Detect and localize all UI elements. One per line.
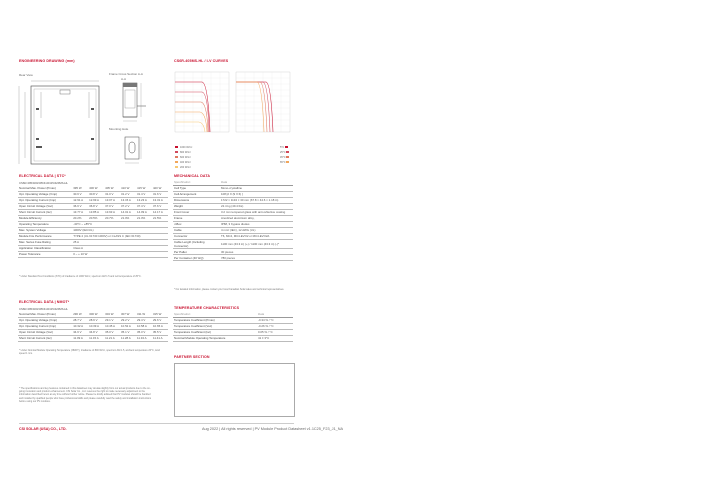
cell-value: 13.31 A [152,197,168,203]
legend-swatch-1 [175,146,178,148]
curves-title: CS6R-405MS-HL / I-V CURVES [174,59,229,63]
table-row [173,239,293,249]
cell-value: 10.65 A [152,323,168,329]
legend-swatch-5 [175,166,178,168]
cell-value: 31.6 V [152,191,168,197]
mounting-hole-drawing [125,137,141,163]
cell-value: 11.41 A [152,335,168,341]
row-label: Opt. Operating Current (Imp) [18,197,72,203]
temperature-title: TEMPERATURE CHARACTERISTICS [174,306,240,310]
mounting-hole-label: Mounting Hole [109,127,129,131]
row-label: Max. Series Fuse Rating [18,239,72,245]
cell-value: 28.7 V [72,317,88,323]
temperature-header-spec: Specification [173,312,257,317]
legend-item: 200 W/m² [175,166,191,169]
row-label: Open Circuit Voltage (Voc) [18,203,72,209]
row-label: Temperature Coefficient (Pmax) [173,317,257,323]
cell-value: 30.6 V [72,191,88,197]
cell-value: 400 W [88,186,104,191]
cell-value: 31.4 V [136,191,152,197]
cell-value: 29.2 V [120,317,136,323]
row-label: Opt. Operating Voltage (Vmp) [18,191,72,197]
cell-value: 1100 mm (43.3 in) (+) / 1100 mm (43.3 in) (-)* [220,239,293,249]
cell-value: 37.6 V [152,203,168,209]
cell-value: T6, MC4, MC4-EVO2 or MC4-EVO2A [220,233,293,239]
cell-value: -0.34 % / °C [257,317,293,323]
row-label: Cable Length (Including Connector) [173,239,220,249]
legend-swatch-2 [175,151,178,153]
cell-value: 13.15 A [120,197,136,203]
row-label: Max. System Voltage [18,227,72,233]
cell-value: 315 W [152,312,168,317]
row-label: Short Circuit Current (Isc) [18,209,72,215]
cell-value: 296 W [72,312,88,317]
cell-value: 36.8 V [88,203,104,209]
frame-cross-sub-label: A-A [121,77,127,81]
footer-info: Aug 2022 | All rights reserved | PV Module Product Datasheet v1.1C25_F23_J1_NA [202,427,344,431]
legend-item: 5°C [280,146,290,149]
cell-value: 30.8 V [88,191,104,197]
row-label: Temperature Coefficient (Voc) [173,323,257,329]
footer-company: CSI SOLAR (USA) CO., LTD. [19,427,67,431]
rear-view-label: Rear View [19,73,33,77]
cell-value: 1722 × 1134 × 30 mm (67.8 × 44.6 × 1.18 in) [220,197,293,203]
iv-curves-chart [170,68,296,144]
cell-value: 10.52 A [120,323,136,329]
row-label: J-Box [173,221,220,227]
cell-value: 41 ± 3°C [257,335,293,341]
row-label: Frame [173,215,220,221]
cell-value: 14.17 A [152,209,168,215]
cell-value: 31.2 V [120,191,136,197]
cell-value: 14.09 A [136,209,152,215]
cell-value: 4 mm² (IEC), 12 AWG (UL) [220,227,293,233]
cell-value: 31.0 V [104,191,120,197]
electrical-stc-table [18,186,168,258]
row-label: Nominal Max. Power (Pmax) [18,312,72,317]
legend-swatch-t2 [286,151,289,153]
cell-value: 37.4 V [136,203,152,209]
cell-value: 405 W [104,186,120,191]
cell-value: 35.3 V [136,329,152,335]
electrical-nmot-title: ELECTRICAL DATA | NMOT* [19,300,70,304]
cell-value: 13.85 A [88,209,104,215]
row-label: Front Cover [173,209,220,215]
cell-value: 410 W [120,186,136,191]
temperature-header-data: Data [257,312,293,317]
table-row [18,335,168,341]
cell-value: 307 W [120,312,136,317]
cell-value: 21.5% [152,215,168,221]
row-label: Open Circuit Voltage (Voc) [18,329,72,335]
mechanical-table [173,180,293,261]
chart-left-panel [175,72,229,132]
mechanical-header-spec: Specification [173,180,220,185]
legend-swatch-t4 [286,161,289,163]
row-label: Power Tolerance [18,251,72,257]
row-label: Temperature Coefficient (Isc) [173,329,257,335]
partner-box [174,363,295,417]
cell-value: 13.77 A [72,209,88,215]
electrical-nmot-note: * Under Nominal Module Operating Temperature (NMOT), irradiance of 800 W/m², spectrum AM 1.5, ambient temperature 20°C, wind speed 1 m/s. [19,349,160,356]
electrical-stc-title: ELECTRICAL DATA | STC* [19,174,66,178]
table-row [18,251,168,257]
disclaimer: * The specifications and key features contained in this datasheet may deviate slightly from our actual products due to the on-going innovation and product enhancement. CSI Solar Co., Ltd. reserves the right to make necessary adjustment to the information described herein at any time without further notice. Please be kindly advised that PV modules should be handled and installed by qualified people who have professional skills and please carefully read the safety and installation instructions before using our PV modules. [19,387,152,403]
cell-value: Anodized aluminium alloy, [220,215,293,221]
cell-value: 10.58 A [136,323,152,329]
row-label: Module Efficiency [18,215,72,221]
cell-value: 11.21 A [104,335,120,341]
cell-value: 12.91 A [72,197,88,203]
cell-value: 300 W [88,312,104,317]
electrical-nmot-table [18,312,168,342]
cell-value: 20.2% [72,215,88,221]
row-label: Short Circuit Current (Isc) [18,335,72,341]
legend-item: 25°C [280,151,291,154]
row-label: Per Pallet [173,249,220,255]
row-label: Operating Temperature [18,221,72,227]
electrical-nmot-model: CS6R-395/400/405/410/415/420MS-HL [19,307,68,311]
cell-value: 29.1 V [104,317,120,323]
cell-value: 35.5 V [152,329,168,335]
cell-value: 37.0 V [104,203,120,209]
legend-swatch-3 [175,156,178,158]
legend-item: 65°C [280,161,291,164]
cell-value: 34.8 V [88,329,104,335]
cell-value: 10.45 A [104,323,120,329]
cell-value: 10.32 A [72,323,88,329]
mechanical-title: MECHANICAL DATA [174,174,211,178]
cell-value: 35.1 V [120,329,136,335]
cell-value: 29.6 V [152,317,168,323]
cell-value: 22.4 kg (49.4 lbs) [220,203,293,209]
cell-value: 11.34 A [136,335,152,341]
cell-value: IP68, 3 bypass diodes [220,221,293,227]
cell-value: 11.15 A [88,335,104,341]
legend-item: 45°C [280,156,291,159]
cell-value: 37.2 V [120,203,136,209]
cell-value: 3.2 mm tempered glass with anti-reflective coating [220,209,293,215]
row-label: Connector [173,233,220,239]
row-label: Opt. Operating Current (Imp) [18,323,72,329]
cell-value: 12.99 A [88,197,104,203]
row-label: Cell Arrangement [173,191,220,197]
cell-value: 395 W [72,186,88,191]
cell-value: 35.0 V [104,329,120,335]
cell-value: 0.05 % / °C [257,329,293,335]
row-label: Dimensions [173,197,220,203]
legend-swatch-4 [175,161,178,163]
legend-swatch-t1 [285,146,288,148]
footer-divider [19,423,294,424]
cell-value: 25 A [72,239,168,245]
row-label: Nominal Module Operating Temperature [173,335,257,341]
rear-view-drawing [19,81,99,164]
table-row [173,335,293,341]
row-label: Cell Type [173,185,220,191]
row-label: Opt. Operating Voltage (Vmp) [18,317,72,323]
row-label: Per Container (40' HQ) [173,255,220,261]
legend-item: 400 W/m² [175,161,191,164]
cell-value: 20.5% [88,215,104,221]
cell-value: 14.01 A [120,209,136,215]
engineering-drawing [16,78,166,170]
cell-value: 29.4 V [136,317,152,323]
cell-value: 11.28 A [120,335,136,341]
cell-value: 13.23 A [136,197,152,203]
cell-value: 11.09 A [72,335,88,341]
legend-item: 600 W/m² [175,156,191,159]
frame-cross-label: Frame Cross Section A-A [109,72,143,76]
legend-item: 1000 W/m² [175,146,192,149]
cell-value: 304 W [104,312,120,317]
table-row [173,255,293,261]
electrical-stc-model: CS6R-395/400/405/410/415/420MS-HL [19,181,68,185]
engineering-title: ENGINEERING DRAWING (mm) [19,59,75,63]
cell-value: 1000V (IEC/UL) [72,227,168,233]
cell-value: 311 W [136,312,152,317]
cell-value: Mono-crystalline [220,185,293,191]
row-label: Weight [173,203,220,209]
cell-value: Class A [72,245,168,251]
cell-value: 10.39 A [88,323,104,329]
cell-value: 36.6 V [72,203,88,209]
cell-value: 20.7% [104,215,120,221]
partner-title: PARTNER SECTION [174,355,210,359]
mechanical-note: * For detailed information, please contact your local Canadian Solar sales and technical representatives. [174,288,285,291]
row-label: Module Fire Performance [18,233,72,239]
cell-value: TYPE 2 (UL 61730 1000V) or CLASS C (IEC 61730) [72,233,168,239]
cell-value: 13.07 A [104,197,120,203]
cell-value: 21.0% [120,215,136,221]
cell-value: 30 pieces [220,249,293,255]
temperature-table [173,312,293,342]
cell-value: 0 ~ + 10 W [72,251,168,257]
cell-value: 415 W [136,186,152,191]
cell-value: 780 pieces [220,255,293,261]
cell-value: 21.3% [136,215,152,221]
cell-value: 420 W [152,186,168,191]
cell-value: 28.9 V [88,317,104,323]
cell-value: -0.26 % / °C [257,323,293,329]
row-label: Cable [173,227,220,233]
legend-item: 800 W/m² [175,151,191,154]
cell-value: 13.93 A [104,209,120,215]
mechanical-header-data: Data [220,180,293,185]
electrical-stc-note: * Under Standard Test Conditions (STC) of irradiance of 1000 W/m², spectrum AM 1.5 and cell temperature of 25°C. [19,275,142,278]
cell-value: 34.6 V [72,329,88,335]
row-label: Nominal Max. Power (Pmax) [18,186,72,191]
cell-value: -40°C ~ +85°C [72,221,168,227]
row-label: Application Classification [18,245,72,251]
frame-cross-section-drawing [123,83,146,121]
legend-swatch-t3 [286,156,289,158]
cell-value: 108 [2 X (9 X 6) ] [220,191,293,197]
chart-right-panel [236,72,290,132]
